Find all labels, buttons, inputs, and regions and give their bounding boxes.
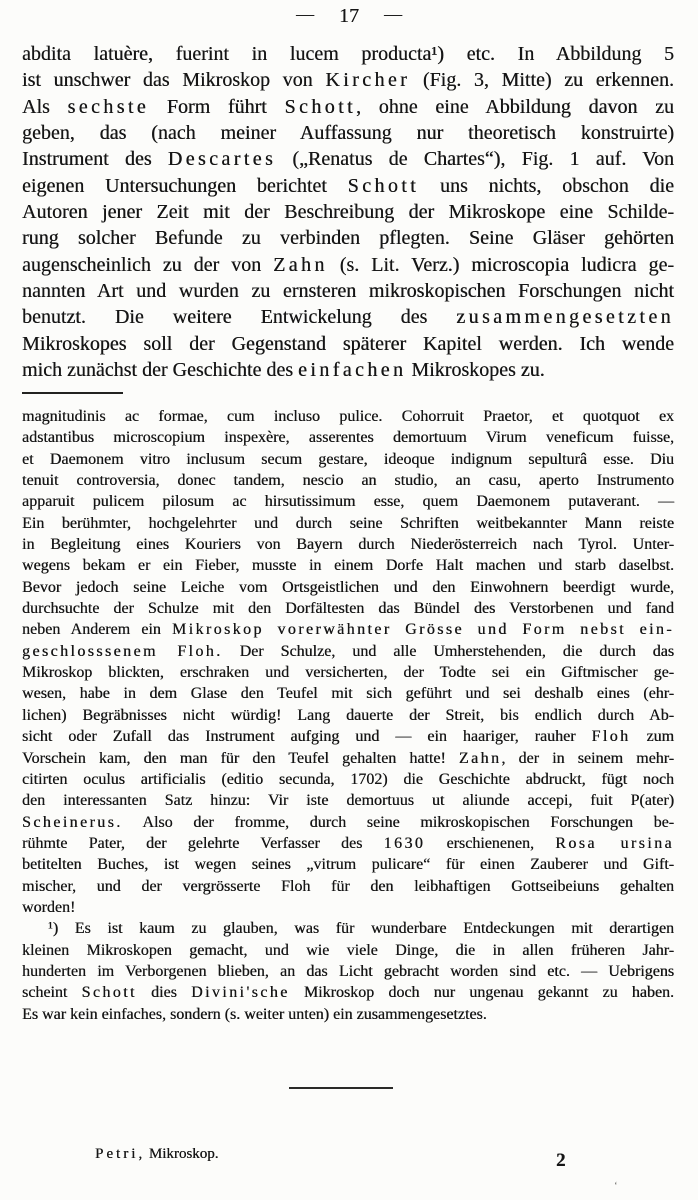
letterspaced-text: Schott — [284, 95, 356, 118]
letterspaced-text: einfachen — [298, 359, 407, 382]
text-segment: et Daemonem vitro inclusum secum gestare, ideoque indignum sepulturâ esse. Diu — [22, 450, 674, 468]
text-line — [22, 534, 674, 555]
text-segment: lichen) Begräbnisses nicht würdig! Lang dauerte der Streit, bis endlich durch Ab- — [22, 706, 674, 724]
text-line — [22, 491, 674, 512]
text-segment: , der in seinem mehr- — [501, 749, 674, 767]
letterspaced-text: Schott — [81, 984, 137, 1002]
letterspaced-text: sechste — [67, 95, 150, 118]
text-line — [22, 120, 674, 146]
text-segment: betitelten Buches, ist wegen seines „vitrum pulicare“ für einen Zauberer und Gift- — [22, 856, 674, 874]
letterspaced-text: Mikroskop vorerwähnter Grösse und Form nebst ein- — [171, 621, 675, 639]
text-segment: abdita latuère, fuerint in lucem producta¹) etc. In Abbildung 5 — [22, 43, 674, 65]
text-line — [22, 961, 674, 982]
text-segment: nannten Art und wurden zu ernsteren mikroskopischen Forschungen nicht — [22, 280, 674, 303]
letterspaced-text: Scheinerus. — [22, 813, 123, 831]
scan-speck: ‘ — [614, 1180, 618, 1192]
text-line — [22, 252, 674, 278]
text-segment: geben, das (nach meiner Auffassung nur theoretisch konstruirte) — [22, 122, 674, 145]
letterspaced-text: 1630 — [383, 834, 426, 852]
text-segment: scheint — [22, 984, 82, 1002]
text-segment: uns nichts, obschon die — [419, 174, 674, 197]
text-line — [22, 726, 674, 747]
text-line — [22, 577, 674, 598]
letterspaced-text: Kircher — [325, 69, 411, 92]
text-line — [22, 94, 674, 120]
text-segment: eigenen Untersuchungen berichtet — [22, 174, 348, 197]
sheet-number: 2 — [556, 1150, 566, 1171]
text-segment: dies — [136, 984, 192, 1002]
text-line — [22, 683, 674, 704]
text-line — [22, 513, 674, 534]
text-segment: durchsuchte der Schulze mit den Dorfältesten das Bündel des Verstorbenen und fand — [22, 600, 674, 618]
text-line — [22, 854, 674, 875]
letterspaced-text: Floh — [591, 728, 631, 746]
text-line — [22, 769, 674, 790]
text-line — [22, 1004, 674, 1025]
letterspaced-text: Schott — [347, 174, 420, 197]
text-segment: mischer, und der vergrösserte Floh für den leibhaftigen Gottseibeiuns gehalten — [22, 877, 674, 895]
signature-author: Petri, — [95, 1146, 146, 1162]
page-number: 17 — [339, 5, 359, 27]
text-segment: tenuit controversia, donec tandem, nescio an studio, an casu, aperto Instrumento — [22, 472, 674, 490]
text-segment: sicht oder Zufall das Instrument aufging und — ein haariger, rauher — [22, 728, 592, 746]
text-line — [22, 940, 674, 961]
letterspaced-text: zusammengesetzten — [456, 306, 674, 329]
text-segment: in Begleitung eines Kouriers von Bayern durch Niederösterreich nach Tyrol. Unter- — [22, 536, 674, 554]
text-line — [22, 67, 674, 93]
letterspaced-text: Rosa ursina — [555, 834, 674, 852]
footnote-separator-rule — [22, 392, 123, 394]
text-line — [22, 982, 674, 1003]
text-segment: wegens bekam er ein Fieber, musste in einem Dorfe Halt machen und starb daselbst. — [22, 557, 674, 575]
letterspaced-text: Divini'sche — [191, 984, 290, 1002]
text-segment: Instrument des — [22, 148, 168, 171]
text-segment: Mikroskopes zu. — [406, 359, 545, 382]
text-segment: Vorschein kam, den man für den Teufel gehalten hatte! — [22, 749, 459, 767]
text-line — [22, 812, 674, 833]
text-segment: zum — [630, 728, 675, 746]
text-segment: magnitudinis ac formae, cum incluso pulice. Cohorruit Praetor, et quotquot ex — [22, 408, 674, 425]
text-line — [22, 470, 674, 491]
signature-title: Mikroskop. — [145, 1146, 219, 1162]
printer-signature — [95, 1146, 218, 1163]
letterspaced-text: Descartes — [167, 148, 277, 171]
text-segment: hunderten im Verborgenen blieben, an das Licht gebracht worden sind etc. — Uebrigens — [22, 962, 674, 980]
text-segment: erschienenen, — [425, 834, 556, 852]
text-segment: (Fig. 3, Mitte) zu erkennen. — [410, 69, 675, 92]
text-line — [22, 662, 674, 683]
text-segment: („Renatus de Chartes“), Fig. 1 auf. Von — [276, 148, 675, 171]
text-segment: Form führt — [149, 95, 285, 118]
text-segment: rung solcher Befunde zu verbinden pflegten. Seine Gläser gehörten — [22, 227, 674, 250]
text-segment: augenscheinlich zu der von — [22, 253, 274, 276]
text-segment: Autoren jener Zeit mit der Beschreibung der Mikroskope eine Schilde- — [22, 201, 674, 224]
text-segment: Mikroskop doch nur ungenau gekannt zu haben. — [289, 984, 675, 1002]
text-line — [22, 790, 674, 811]
header-left-dash: — — [296, 4, 314, 24]
text-segment: benutzt. Die weitere Entwickelung des — [22, 306, 457, 329]
text-line — [22, 278, 674, 304]
text-segment: rühmte Pater, der gelehrte Verfasser des — [22, 834, 384, 852]
main-text-block — [22, 41, 674, 383]
text-segment: Der Schulze, und alle Umherstehenden, die durch das — [222, 642, 675, 660]
text-line — [22, 619, 674, 640]
text-line — [22, 876, 674, 897]
section-end-rule — [289, 1087, 393, 1089]
text-segment: ¹) Es ist kaum zu glauben, was für wunderbare Entdeckungen mit derartigen — [48, 920, 674, 938]
text-segment: worden! — [22, 898, 76, 916]
text-segment: ist unschwer das Mikroskop von — [22, 69, 326, 92]
text-line — [22, 173, 674, 199]
text-segment: Also der fromme, durch seine mikroskopischen Forschungen be- — [122, 813, 674, 831]
text-segment: Mikroskop blickten, erschraken und versicherten, der Todte sei ein Giftmischer ge- — [22, 664, 674, 682]
text-line — [22, 641, 674, 662]
text-line — [22, 918, 674, 939]
text-segment: mich zunächst der Geschichte des — [22, 359, 299, 382]
text-segment: Bevor jedoch seine Leiche vom Ortsgeistlichen und den Einwohnern beerdigt wurde, — [22, 578, 674, 596]
letterspaced-text: Zahn — [273, 253, 328, 276]
text-line — [22, 357, 674, 383]
text-segment: den interessanten Satz hinzu: Vir iste demortuus ut aliunde accepi, fuit P(ater) — [22, 792, 674, 810]
text-segment: Ein berühmter, hochgelehrter und durch seine Schriften weitbekannter Mann reiste — [22, 514, 674, 532]
text-segment: Es war kein einfaches, sondern (s. weiter unten) ein zusammengesetztes. — [22, 1005, 487, 1023]
text-line — [22, 598, 674, 619]
letterspaced-text: Zahn — [458, 749, 502, 767]
text-line — [22, 427, 674, 448]
text-segment: apparuit pulicem pilosum ac hirsutissimum esse, quem Daemonem putaverant. — — [22, 493, 674, 511]
text-segment: adstantibus microscopium inspexère, asserentes demortuum Virum veneficum fuisse, — [22, 429, 674, 447]
text-line — [22, 146, 674, 172]
text-line — [22, 449, 674, 470]
text-line — [22, 406, 674, 427]
text-segment: , ohne eine Abbildung davon zu — [355, 95, 674, 118]
text-segment: citirten oculus artificialis (editio secunda, 1702) die Geschichte abdruckt, fügt noch — [22, 770, 674, 788]
letterspaced-text: geschlosssenem Floh. — [22, 642, 223, 660]
footnote-block — [22, 406, 674, 1025]
text-segment: wesen, habe in dem Glase den Teufel mit sich geführt und sei deshalb eines (ehr- — [22, 685, 674, 703]
text-segment: kleinen Mikroskopen gemacht, und wie viele Dinge, die in allen früheren Jahr- — [22, 941, 674, 959]
text-line — [22, 833, 674, 854]
text-line — [22, 897, 674, 918]
page-header — [0, 5, 698, 28]
text-line — [22, 41, 674, 67]
text-line — [22, 331, 674, 357]
text-segment: (s. Lit. Verz.) microscopia ludicra ge- — [327, 253, 674, 276]
text-line — [22, 199, 674, 225]
text-segment: Als — [22, 95, 68, 118]
text-line — [22, 225, 674, 251]
text-line — [22, 748, 674, 769]
text-segment: neben Anderem ein — [22, 621, 172, 639]
text-line — [22, 555, 674, 576]
text-segment: Mikroskopes soll der Gegenstand späterer Kapitel werden. Ich wende — [22, 332, 674, 355]
text-line — [22, 705, 674, 726]
header-right-dash: — — [384, 4, 402, 24]
text-line — [22, 304, 674, 330]
